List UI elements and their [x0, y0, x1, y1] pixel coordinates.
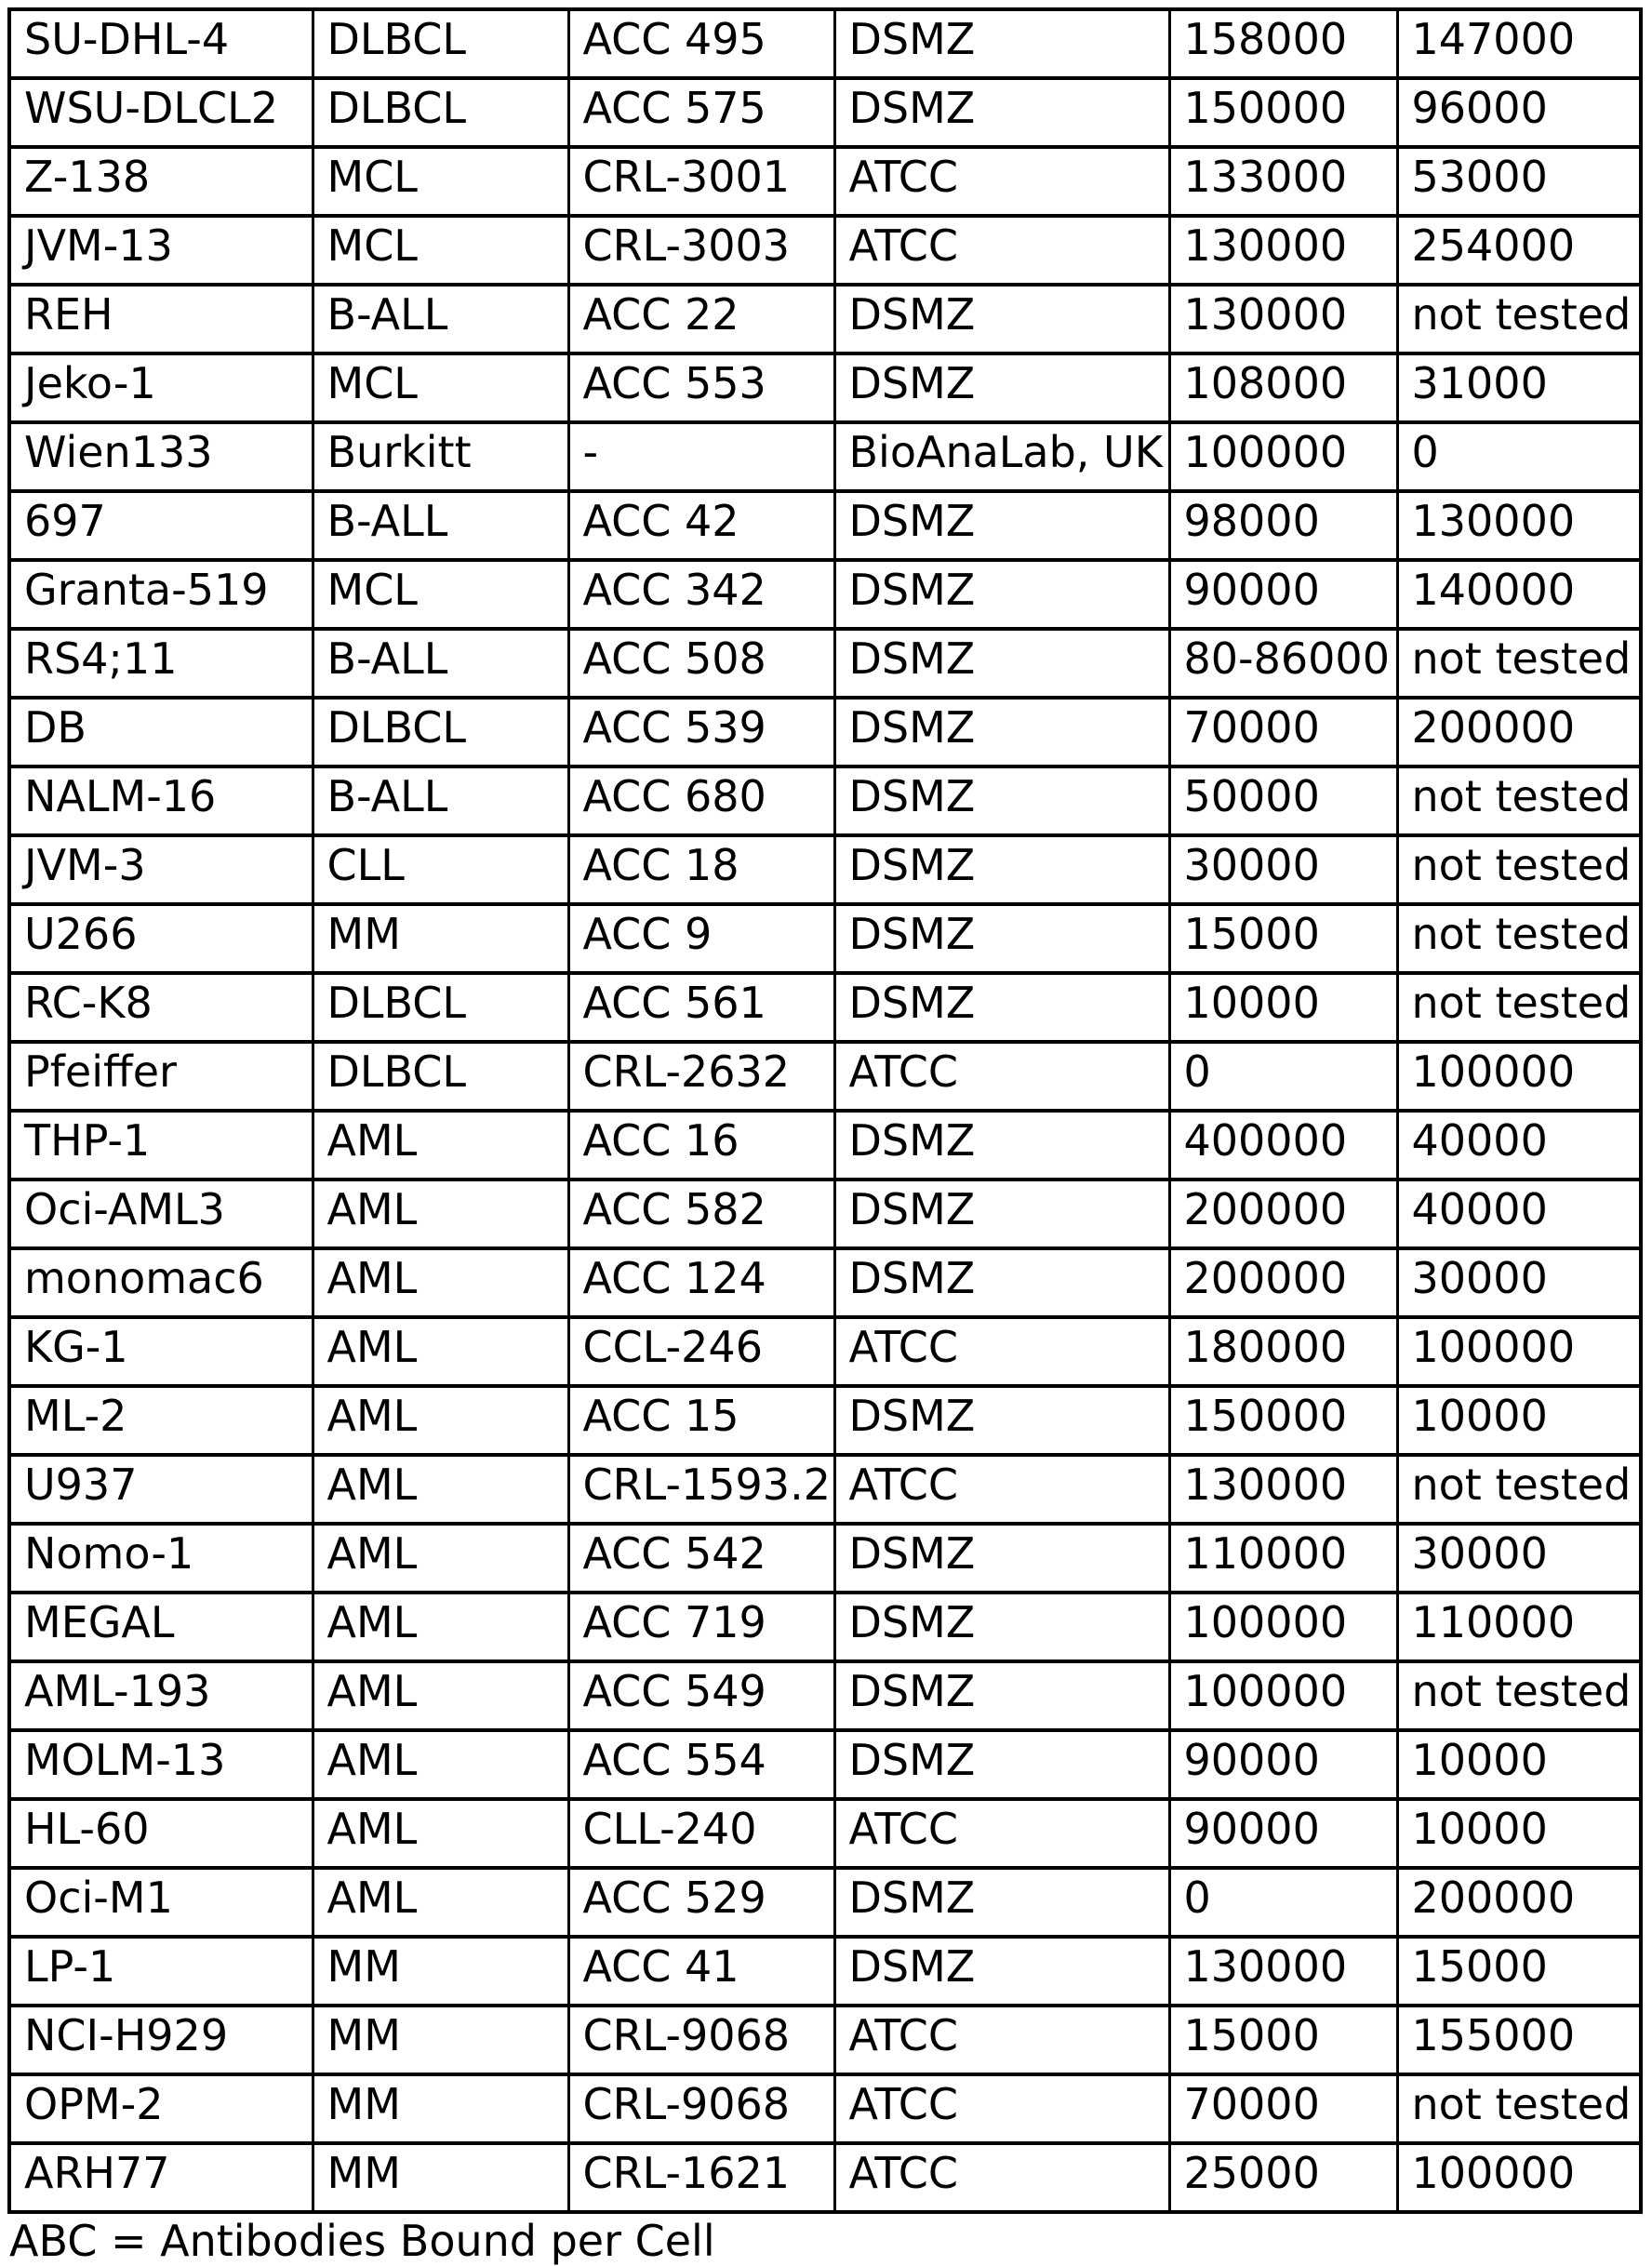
table-cell-abc-value-1: 200000 [1169, 1180, 1397, 1248]
table-cell-cell-line: Oci-M1 [9, 1868, 313, 1937]
table-cell-cell-line: RC-K8 [9, 973, 313, 1042]
table-cell-abc-value-2: 40000 [1397, 1111, 1641, 1180]
table-row [9, 1248, 1641, 1317]
table-cell-abc-value-2: 155000 [1397, 2006, 1641, 2074]
table-cell-disease-type: AML [313, 1386, 568, 1455]
table-cell-abc-value-2: 100000 [1397, 1317, 1641, 1386]
table-cell-disease-type: AML [313, 1524, 568, 1593]
table-cell-cell-line: THP-1 [9, 1111, 313, 1180]
table-cell-disease-type: MCL [313, 216, 568, 285]
table-row [9, 78, 1641, 147]
table-cell-cell-line: SU-DHL-4 [9, 9, 313, 78]
table-footnote: ABC = Antibodies Bound per Cell [9, 2216, 715, 2266]
table-cell-catalog-number: CLL-240 [568, 1799, 834, 1868]
table-cell-abc-value-1: 10000 [1169, 973, 1397, 1042]
table-cell-abc-value-1: 130000 [1169, 216, 1397, 285]
table-cell-abc-value-2: not tested [1397, 1661, 1641, 1730]
table-row [9, 560, 1641, 629]
table-cell-abc-value-1: 50000 [1169, 766, 1397, 835]
table-cell-abc-value-2: 140000 [1397, 560, 1641, 629]
table-cell-catalog-number: ACC 554 [568, 1730, 834, 1799]
table-cell-cell-line: REH [9, 285, 313, 353]
table-cell-source: ATCC [834, 147, 1169, 216]
table-cell-source: ATCC [834, 1042, 1169, 1111]
table-cell-source: ATCC [834, 2143, 1169, 2212]
table-row [9, 1524, 1641, 1593]
table-cell-source: DSMZ [834, 973, 1169, 1042]
table-cell-disease-type: MM [313, 2006, 568, 2074]
table-cell-source: DSMZ [834, 1868, 1169, 1937]
table-cell-abc-value-2: 30000 [1397, 1524, 1641, 1593]
table-cell-disease-type: AML [313, 1868, 568, 1937]
table-cell-abc-value-1: 158000 [1169, 9, 1397, 78]
table-cell-abc-value-1: 180000 [1169, 1317, 1397, 1386]
table-cell-abc-value-1: 25000 [1169, 2143, 1397, 2212]
table-cell-source: DSMZ [834, 78, 1169, 147]
table-cell-disease-type: AML [313, 1455, 568, 1524]
table-row [9, 9, 1641, 78]
table-cell-catalog-number: ACC 15 [568, 1386, 834, 1455]
table-row [9, 973, 1641, 1042]
table-cell-source: DSMZ [834, 9, 1169, 78]
table-cell-cell-line: MOLM-13 [9, 1730, 313, 1799]
table-cell-source: DSMZ [834, 835, 1169, 904]
table-cell-abc-value-1: 15000 [1169, 904, 1397, 973]
table-cell-abc-value-1: 0 [1169, 1868, 1397, 1937]
table-cell-disease-type: B-ALL [313, 766, 568, 835]
table-cell-source: DSMZ [834, 766, 1169, 835]
table-cell-disease-type: B-ALL [313, 491, 568, 560]
table-cell-cell-line: ML-2 [9, 1386, 313, 1455]
table-cell-cell-line: Wien133 [9, 422, 313, 491]
table-cell-source: DSMZ [834, 1937, 1169, 2006]
table-row [9, 2074, 1641, 2143]
table-cell-abc-value-2: 100000 [1397, 1042, 1641, 1111]
table-cell-catalog-number: ACC 542 [568, 1524, 834, 1593]
table-cell-source: DSMZ [834, 1730, 1169, 1799]
table-cell-disease-type: MM [313, 2074, 568, 2143]
table-cell-catalog-number: ACC 342 [568, 560, 834, 629]
table-cell-catalog-number: ACC 495 [568, 9, 834, 78]
table-cell-cell-line: LP-1 [9, 1937, 313, 2006]
table-cell-source: DSMZ [834, 1386, 1169, 1455]
table-cell-abc-value-1: 70000 [1169, 2074, 1397, 2143]
table-cell-abc-value-2: 40000 [1397, 1180, 1641, 1248]
table-cell-catalog-number: CRL-3001 [568, 147, 834, 216]
table-cell-abc-value-2: 53000 [1397, 147, 1641, 216]
table-cell-cell-line: AML-193 [9, 1661, 313, 1730]
table-row [9, 1386, 1641, 1455]
table-cell-cell-line: RS4;11 [9, 629, 313, 698]
table-cell-abc-value-2: 254000 [1397, 216, 1641, 285]
table-cell-disease-type: DLBCL [313, 78, 568, 147]
table-row [9, 766, 1641, 835]
table-row [9, 2143, 1641, 2212]
table-cell-source: ATCC [834, 216, 1169, 285]
table-cell-abc-value-1: 100000 [1169, 422, 1397, 491]
table-cell-abc-value-1: 200000 [1169, 1248, 1397, 1317]
table-cell-abc-value-2: not tested [1397, 285, 1641, 353]
table-cell-cell-line: ARH77 [9, 2143, 313, 2212]
table-cell-disease-type: CLL [313, 835, 568, 904]
table-cell-disease-type: MCL [313, 353, 568, 422]
table-cell-disease-type: AML [313, 1180, 568, 1248]
table-cell-cell-line: Jeko-1 [9, 353, 313, 422]
table-cell-source: DSMZ [834, 285, 1169, 353]
table-row [9, 2006, 1641, 2074]
table-cell-catalog-number: ACC 508 [568, 629, 834, 698]
table-cell-cell-line: JVM-3 [9, 835, 313, 904]
cell-line-table [7, 7, 1643, 2214]
table-cell-abc-value-1: 150000 [1169, 1386, 1397, 1455]
table-cell-source: DSMZ [834, 1593, 1169, 1661]
table-cell-abc-value-2: 10000 [1397, 1799, 1641, 1868]
table-row [9, 1937, 1641, 2006]
table-cell-abc-value-2: 15000 [1397, 1937, 1641, 2006]
table-cell-catalog-number: ACC 680 [568, 766, 834, 835]
table-cell-source: DSMZ [834, 698, 1169, 766]
table-cell-disease-type: AML [313, 1593, 568, 1661]
table-cell-abc-value-2: 110000 [1397, 1593, 1641, 1661]
table-cell-disease-type: DLBCL [313, 698, 568, 766]
table-cell-source: BioAnaLab, UK [834, 422, 1169, 491]
table-row [9, 698, 1641, 766]
table-cell-abc-value-2: not tested [1397, 766, 1641, 835]
table-cell-abc-value-1: 130000 [1169, 1937, 1397, 2006]
table-cell-abc-value-1: 90000 [1169, 1799, 1397, 1868]
table-cell-abc-value-2: not tested [1397, 1455, 1641, 1524]
table-row [9, 285, 1641, 353]
table-cell-abc-value-2: 100000 [1397, 2143, 1641, 2212]
table-row [9, 1042, 1641, 1111]
table-cell-source: DSMZ [834, 1524, 1169, 1593]
table-row [9, 216, 1641, 285]
table-cell-abc-value-2: 96000 [1397, 78, 1641, 147]
table-cell-abc-value-1: 98000 [1169, 491, 1397, 560]
table-cell-disease-type: DLBCL [313, 1042, 568, 1111]
table-cell-source: DSMZ [834, 904, 1169, 973]
table-cell-disease-type: AML [313, 1111, 568, 1180]
table-cell-cell-line: NALM-16 [9, 766, 313, 835]
table-cell-cell-line: NCI-H929 [9, 2006, 313, 2074]
table-row [9, 1455, 1641, 1524]
table-row [9, 491, 1641, 560]
table-cell-disease-type: MCL [313, 147, 568, 216]
table-row [9, 1661, 1641, 1730]
table-cell-cell-line: Pfeiffer [9, 1042, 313, 1111]
table-cell-catalog-number: ACC 16 [568, 1111, 834, 1180]
table-cell-abc-value-1: 130000 [1169, 1455, 1397, 1524]
table-cell-catalog-number: ACC 124 [568, 1248, 834, 1317]
table-cell-cell-line: KG-1 [9, 1317, 313, 1386]
table-cell-source: ATCC [834, 1455, 1169, 1524]
table-cell-abc-value-2: 30000 [1397, 1248, 1641, 1317]
table-row [9, 1730, 1641, 1799]
table-cell-disease-type: AML [313, 1248, 568, 1317]
table-row [9, 904, 1641, 973]
table-cell-abc-value-1: 100000 [1169, 1661, 1397, 1730]
table-cell-disease-type: AML [313, 1317, 568, 1386]
table-cell-cell-line: Nomo-1 [9, 1524, 313, 1593]
table-cell-abc-value-1: 0 [1169, 1042, 1397, 1111]
table-cell-catalog-number: ACC 575 [568, 78, 834, 147]
table-row [9, 353, 1641, 422]
table-row [9, 147, 1641, 216]
table-cell-abc-value-2: not tested [1397, 973, 1641, 1042]
table-cell-source: ATCC [834, 2074, 1169, 2143]
table-cell-cell-line: Oci-AML3 [9, 1180, 313, 1248]
table-row [9, 1593, 1641, 1661]
table-row [9, 1180, 1641, 1248]
table-cell-source: DSMZ [834, 560, 1169, 629]
table-cell-cell-line: Z-138 [9, 147, 313, 216]
table-cell-abc-value-1: 150000 [1169, 78, 1397, 147]
table-cell-cell-line: HL-60 [9, 1799, 313, 1868]
table-cell-catalog-number: ACC 42 [568, 491, 834, 560]
table-cell-cell-line: WSU-DLCL2 [9, 78, 313, 147]
table-cell-catalog-number: CRL-2632 [568, 1042, 834, 1111]
table-cell-catalog-number: ACC 529 [568, 1868, 834, 1937]
table-cell-abc-value-1: 70000 [1169, 698, 1397, 766]
table-cell-cell-line: Granta-519 [9, 560, 313, 629]
table-cell-abc-value-1: 400000 [1169, 1111, 1397, 1180]
table-cell-disease-type: AML [313, 1730, 568, 1799]
table-cell-catalog-number: ACC 553 [568, 353, 834, 422]
table-cell-source: DSMZ [834, 1180, 1169, 1248]
table-cell-disease-type: MCL [313, 560, 568, 629]
table-cell-source: DSMZ [834, 1248, 1169, 1317]
table-cell-abc-value-2: 31000 [1397, 353, 1641, 422]
table-cell-abc-value-1: 90000 [1169, 560, 1397, 629]
table-cell-abc-value-2: 130000 [1397, 491, 1641, 560]
table-cell-abc-value-1: 80-86000 [1169, 629, 1397, 698]
table-cell-catalog-number: CRL-3003 [568, 216, 834, 285]
table-cell-abc-value-2: 147000 [1397, 9, 1641, 78]
table-row [9, 1799, 1641, 1868]
table-cell-source: DSMZ [834, 491, 1169, 560]
table-cell-abc-value-2: not tested [1397, 904, 1641, 973]
table-cell-cell-line: U937 [9, 1455, 313, 1524]
table-cell-catalog-number: CRL-1621 [568, 2143, 834, 2212]
table-cell-disease-type: MM [313, 1937, 568, 2006]
table-cell-catalog-number: ACC 539 [568, 698, 834, 766]
table-row [9, 1317, 1641, 1386]
table-cell-source: DSMZ [834, 1111, 1169, 1180]
table-cell-catalog-number: CCL-246 [568, 1317, 834, 1386]
table-cell-catalog-number: ACC 561 [568, 973, 834, 1042]
table-cell-cell-line: DB [9, 698, 313, 766]
table-cell-abc-value-1: 133000 [1169, 147, 1397, 216]
table-cell-disease-type: DLBCL [313, 973, 568, 1042]
table-cell-cell-line: OPM-2 [9, 2074, 313, 2143]
table-cell-disease-type: DLBCL [313, 9, 568, 78]
table-cell-cell-line: MEGAL [9, 1593, 313, 1661]
table-cell-disease-type: AML [313, 1799, 568, 1868]
table-cell-catalog-number: CRL-9068 [568, 2074, 834, 2143]
table-cell-abc-value-1: 100000 [1169, 1593, 1397, 1661]
table-cell-disease-type: Burkitt [313, 422, 568, 491]
table-cell-catalog-number: CRL-9068 [568, 2006, 834, 2074]
table-cell-disease-type: B-ALL [313, 285, 568, 353]
table-cell-abc-value-2: 200000 [1397, 698, 1641, 766]
table-row [9, 1868, 1641, 1937]
table-cell-source: DSMZ [834, 629, 1169, 698]
table-cell-abc-value-2: not tested [1397, 835, 1641, 904]
table-cell-abc-value-2: not tested [1397, 2074, 1641, 2143]
table-cell-disease-type: MM [313, 2143, 568, 2212]
table-cell-abc-value-1: 130000 [1169, 285, 1397, 353]
table-cell-catalog-number: ACC 9 [568, 904, 834, 973]
table-cell-catalog-number: CRL-1593.2 [568, 1455, 834, 1524]
table-row [9, 422, 1641, 491]
table-cell-abc-value-2: not tested [1397, 629, 1641, 698]
table-cell-cell-line: U266 [9, 904, 313, 973]
table-cell-disease-type: B-ALL [313, 629, 568, 698]
table-cell-catalog-number: - [568, 422, 834, 491]
table-cell-catalog-number: ACC 22 [568, 285, 834, 353]
table-cell-abc-value-2: 10000 [1397, 1730, 1641, 1799]
table-cell-abc-value-1: 90000 [1169, 1730, 1397, 1799]
table-cell-abc-value-2: 0 [1397, 422, 1641, 491]
table-cell-source: ATCC [834, 1799, 1169, 1868]
table-cell-abc-value-2: 200000 [1397, 1868, 1641, 1937]
table-cell-catalog-number: ACC 719 [568, 1593, 834, 1661]
table-cell-cell-line: 697 [9, 491, 313, 560]
table-cell-cell-line: JVM-13 [9, 216, 313, 285]
table-cell-disease-type: MM [313, 904, 568, 973]
table-row [9, 835, 1641, 904]
table-cell-catalog-number: ACC 582 [568, 1180, 834, 1248]
table-cell-source: DSMZ [834, 353, 1169, 422]
table-cell-catalog-number: ACC 18 [568, 835, 834, 904]
table-cell-source: ATCC [834, 2006, 1169, 2074]
table-cell-source: ATCC [834, 1317, 1169, 1386]
table-cell-catalog-number: ACC 41 [568, 1937, 834, 2006]
table-cell-disease-type: AML [313, 1661, 568, 1730]
table-cell-abc-value-1: 110000 [1169, 1524, 1397, 1593]
table-cell-catalog-number: ACC 549 [568, 1661, 834, 1730]
table-row [9, 1111, 1641, 1180]
table-cell-abc-value-2: 10000 [1397, 1386, 1641, 1455]
table-cell-abc-value-1: 15000 [1169, 2006, 1397, 2074]
table-cell-abc-value-1: 30000 [1169, 835, 1397, 904]
table-row [9, 629, 1641, 698]
table-cell-abc-value-1: 108000 [1169, 353, 1397, 422]
table-cell-source: DSMZ [834, 1661, 1169, 1730]
table-cell-cell-line: monomac6 [9, 1248, 313, 1317]
